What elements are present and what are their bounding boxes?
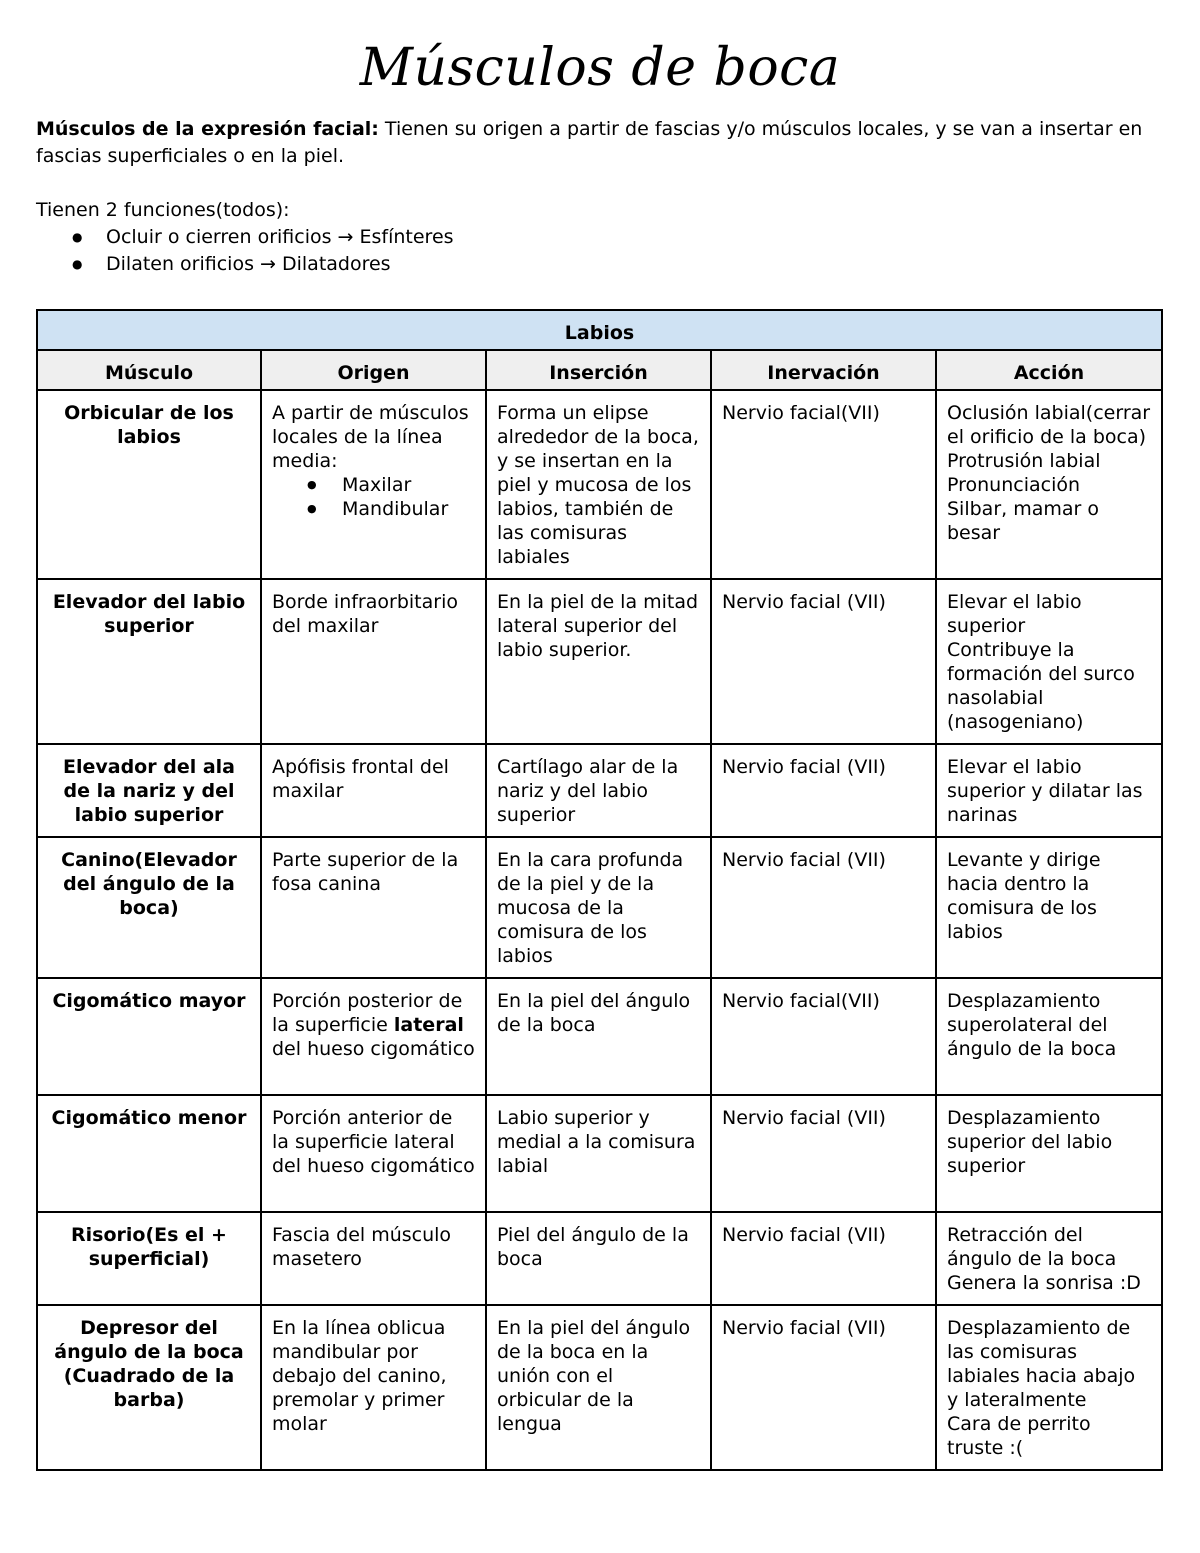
innervation-cell: Nervio facial (VII) — [711, 1095, 936, 1212]
origin-cell: En la línea oblicua mandibular por debajo del canino, premolar y primer molar — [261, 1305, 486, 1470]
action-line: Elevar el labio superior — [947, 591, 1082, 637]
muscle-cell: Elevador del ala de la nariz y del labio superior — [37, 744, 261, 837]
origin-cell: Apófisis frontal del maxilar — [261, 744, 486, 837]
action-line: Genera la sonrisa :D — [947, 1272, 1141, 1294]
origin-cell — [261, 978, 486, 1095]
table-row — [37, 390, 1162, 579]
functions-list — [36, 224, 1161, 278]
table-row — [37, 1305, 1162, 1470]
innervation-cell: Nervio facial (VII) — [711, 579, 936, 744]
insertion-cell: En la cara profunda de la piel y de la mucosa de la comisura de los labios — [486, 837, 711, 978]
functions-heading: Tienen 2 funciones(todos): — [36, 199, 290, 221]
list-item: ● Dilaten orificios → Dilatadores — [106, 251, 1161, 278]
origin-text: Porción posterior de la superficie — [272, 990, 463, 1036]
column-header-insertion: Inserción — [486, 350, 711, 390]
muscle-cell: Cigomático menor — [37, 1095, 261, 1212]
definition-paragraph — [36, 116, 1161, 170]
origin-cell — [261, 390, 486, 579]
list-item: ● Ocluir o cierren orificios → Esfínteres — [106, 224, 1161, 251]
action-line: Desplazamiento superior del labio superior — [947, 1107, 1113, 1177]
action-cell — [936, 579, 1162, 744]
section-header: Labios — [37, 310, 1162, 350]
list-item: ● Mandibular — [342, 497, 475, 521]
innervation-cell: Nervio facial (VII) — [711, 1212, 936, 1305]
action-line: Protrusión labial — [947, 450, 1101, 472]
origin-cell: Fascia del músculo masetero — [261, 1212, 486, 1305]
innervation-cell: Nervio facial (VII) — [711, 1305, 936, 1470]
action-cell — [936, 744, 1162, 837]
intro-section — [36, 116, 1161, 278]
muscles-table — [36, 309, 1163, 1471]
action-line: Contribuye la formación del surco nasolabial (nasogeniano) — [947, 639, 1135, 733]
insertion-cell: Labio superior y medial a la comisura labial — [486, 1095, 711, 1212]
innervation-cell: Nervio facial(VII) — [711, 390, 936, 579]
column-header-action: Acción — [936, 350, 1162, 390]
page-title: Músculos de boca — [359, 38, 841, 98]
insertion-cell: En la piel del ángulo de la boca — [486, 978, 711, 1095]
insertion-cell: En la piel de la mitad lateral superior del labio superior. — [486, 579, 711, 744]
insertion-cell: Forma un elipse alrededor de la boca, y se insertan en la piel y mucosa de los labios, también de las comisuras labiales — [486, 390, 711, 579]
action-line: Silbar, mamar o besar — [947, 498, 1099, 544]
origin-list — [272, 473, 475, 521]
definition-text: Tienen su origen a partir de fascias y/o músculos locales, y se van a insertar en fascias superficiales o en la piel. — [36, 118, 1143, 167]
column-header-innervation: Inervación — [711, 350, 936, 390]
insertion-cell: En la piel del ángulo de la boca en la unión con el orbicular de la lengua — [486, 1305, 711, 1470]
table-row — [37, 978, 1162, 1095]
origin-text: del hueso cigomático — [272, 1038, 475, 1060]
muscle-cell: Orbicular de los labios — [37, 390, 261, 579]
origin-emphasis: lateral — [393, 1014, 464, 1036]
table-row — [37, 837, 1162, 978]
origin-cell: Parte superior de la fosa canina — [261, 837, 486, 978]
action-line: Oclusión labial(cerrar el orificio de la boca) — [947, 402, 1151, 448]
innervation-cell: Nervio facial (VII) — [711, 744, 936, 837]
action-cell — [936, 1212, 1162, 1305]
innervation-cell: Nervio facial (VII) — [711, 837, 936, 978]
table-row — [37, 1212, 1162, 1305]
action-cell — [936, 390, 1162, 579]
table-row — [37, 1095, 1162, 1212]
innervation-cell: Nervio facial(VII) — [711, 978, 936, 1095]
muscle-cell: Canino(Elevador del ángulo de la boca) — [37, 837, 261, 978]
action-line: Retracción del ángulo de la boca — [947, 1224, 1117, 1270]
action-line: Elevar el labio superior y dilatar las narinas — [947, 756, 1143, 826]
muscle-cell: Risorio(Es el + superficial) — [37, 1212, 261, 1305]
column-header-muscle: Músculo — [37, 350, 261, 390]
list-item: ● Maxilar — [342, 473, 475, 497]
action-line: Pronunciación — [947, 474, 1081, 496]
origin-text: A partir de músculos locales de la línea media: — [272, 402, 469, 472]
action-line: Desplazamiento de las comisuras labiales hacia abajo y lateralmente — [947, 1317, 1136, 1411]
definition-label: Músculos de la expresión facial: — [36, 118, 379, 140]
action-cell — [936, 837, 1162, 978]
muscle-cell: Elevador del labio superior — [37, 579, 261, 744]
table-row — [37, 579, 1162, 744]
insertion-cell: Piel del ángulo de la boca — [486, 1212, 711, 1305]
origin-cell: Porción anterior de la superficie lateral del hueso cigomático — [261, 1095, 486, 1212]
action-cell — [936, 978, 1162, 1095]
action-cell — [936, 1095, 1162, 1212]
origin-cell: Borde infraorbitario del maxilar — [261, 579, 486, 744]
table-row — [37, 744, 1162, 837]
action-cell — [936, 1305, 1162, 1470]
action-line: Desplazamiento superolateral del ángulo de la boca — [947, 990, 1117, 1060]
action-line: Levante y dirige hacia dentro la comisura de los labios — [947, 849, 1101, 943]
column-header-origin: Origen — [261, 350, 486, 390]
insertion-cell: Cartílago alar de la nariz y del labio superior — [486, 744, 711, 837]
muscle-cell: Cigomático mayor — [37, 978, 261, 1095]
muscle-cell: Depresor del ángulo de la boca (Cuadrado de la barba) — [37, 1305, 261, 1470]
action-line: Cara de perrito truste :( — [947, 1413, 1091, 1459]
